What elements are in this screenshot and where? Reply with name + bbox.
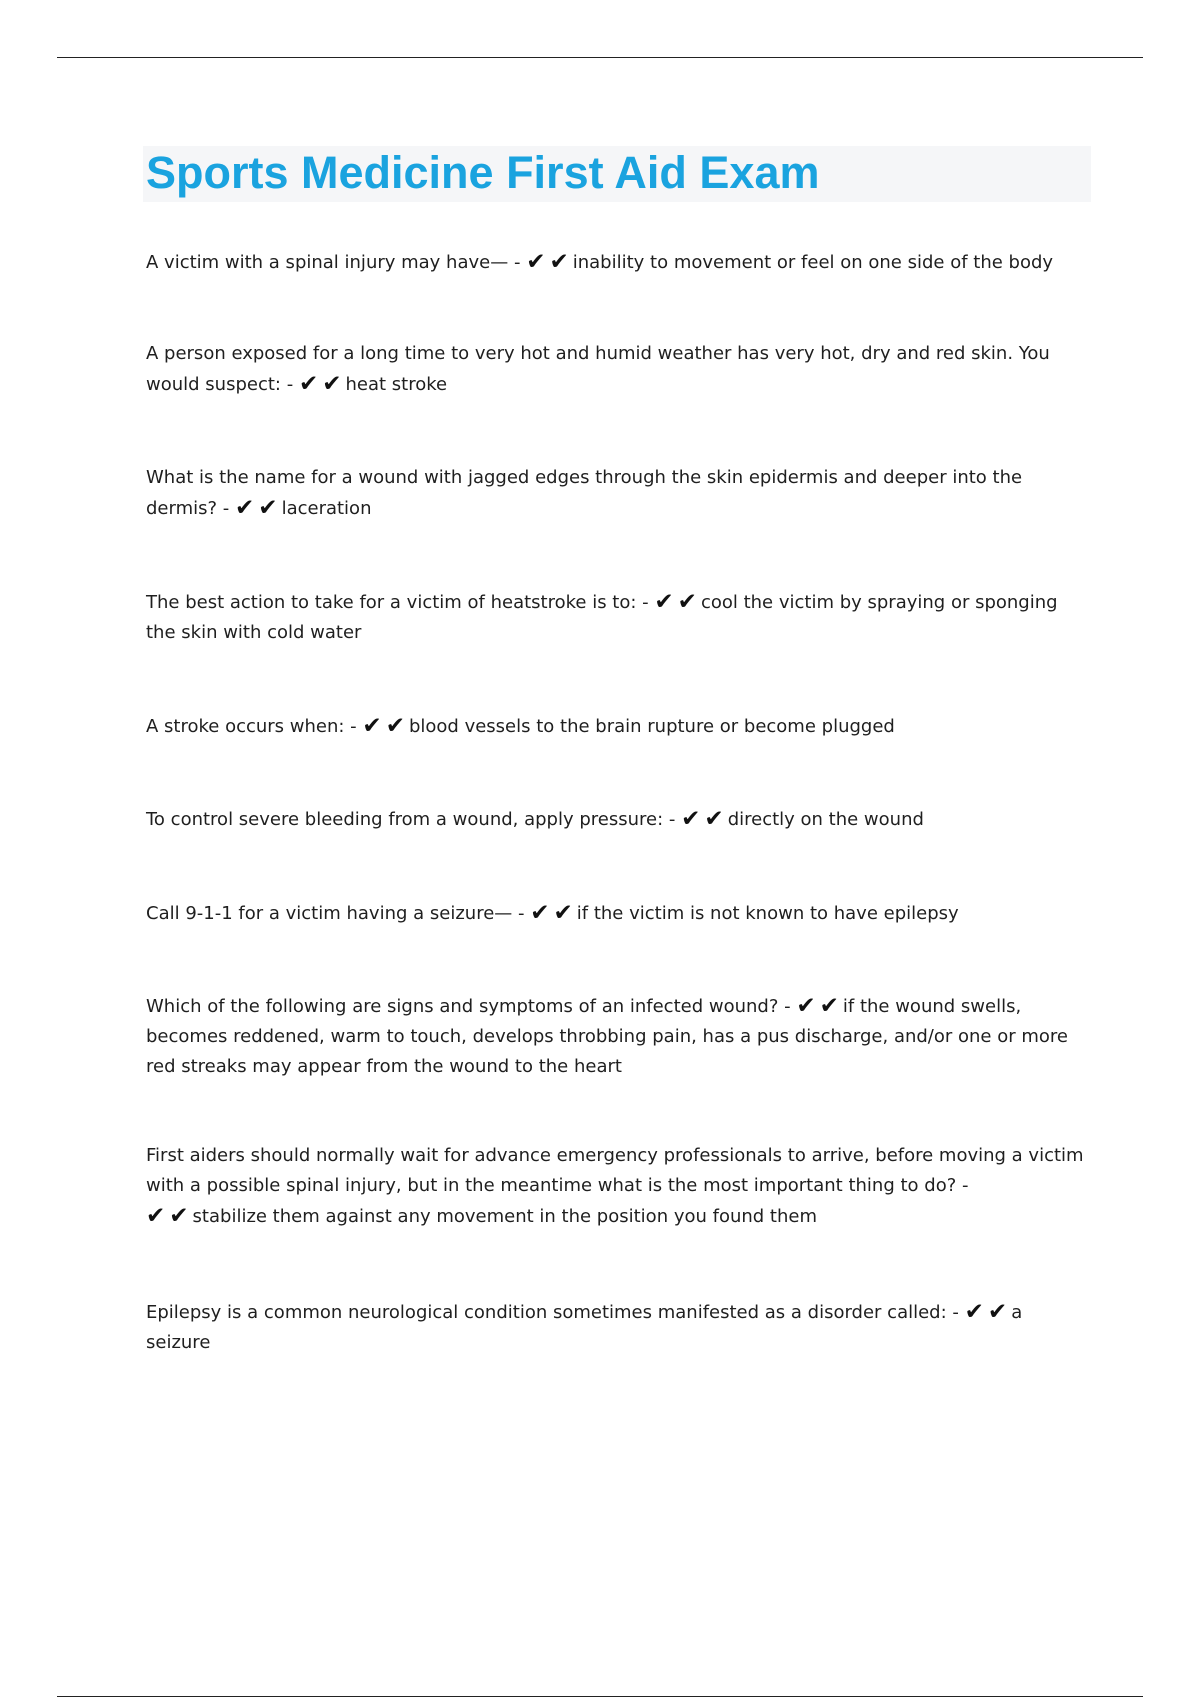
answer-text: stabilize them against any movement in the position you found them bbox=[192, 1206, 818, 1227]
answer-text: laceration bbox=[281, 498, 372, 519]
question-text: The best action to take for a victim of heatstroke is to: - bbox=[146, 592, 649, 613]
check-icon: ✔✔ bbox=[964, 1299, 1012, 1325]
answer-text: if the wound swells, becomes reddened, warm to touch, develops throbbing pain, has a pus discharge, and/or one or more red streaks may appear from the wound to the heart bbox=[146, 996, 1068, 1077]
check-icon: ✔✔ bbox=[362, 713, 409, 739]
check-icon: ✔✔ bbox=[298, 371, 346, 397]
qa-item bbox=[146, 587, 1086, 648]
check-icon: ✔✔ bbox=[530, 900, 577, 926]
answer-text: if the victim is not known to have epilepsy bbox=[576, 903, 959, 924]
question-text: What is the name for a wound with jagged edges through the skin epidermis and deeper into the dermis? - bbox=[146, 467, 1023, 519]
answer-text: heat stroke bbox=[345, 374, 448, 395]
question-text: A victim with a spinal injury may have— - bbox=[146, 252, 521, 273]
qa-item bbox=[146, 991, 1086, 1082]
answer-text: cool the victim by spraying or sponging the skin with cold water bbox=[146, 592, 1058, 643]
question-text: Which of the following are signs and symptoms of an infected wound? - bbox=[146, 996, 791, 1017]
qa-item bbox=[146, 247, 1086, 278]
bottom-rule bbox=[57, 1696, 1143, 1697]
page-title: Sports Medicine First Aid Exam bbox=[146, 147, 820, 198]
question-text: A stroke occurs when: - bbox=[146, 716, 357, 737]
check-icon: ✔✔ bbox=[654, 589, 701, 615]
question-text: A person exposed for a long time to very hot and humid weather has very hot, dry and red skin. You would suspect: - bbox=[146, 343, 1050, 395]
question-text: First aiders should normally wait for advance emergency professionals to arrive, before moving a victim with a possible spinal injury, but in the meantime what is the most important thing to do? - bbox=[146, 1145, 1084, 1196]
qa-item bbox=[146, 711, 1086, 742]
check-icon: ✔✔ bbox=[526, 249, 573, 275]
answer-text: blood vessels to the brain rupture or become plugged bbox=[408, 716, 895, 737]
qa-item bbox=[146, 339, 1086, 400]
qa-item bbox=[146, 898, 1086, 929]
check-icon: ✔✔ bbox=[681, 806, 728, 832]
top-rule bbox=[57, 57, 1143, 58]
qa-item bbox=[146, 1297, 1086, 1358]
question-text: To control severe bleeding from a wound, apply pressure: - bbox=[146, 809, 676, 830]
check-icon: ✔✔ bbox=[235, 495, 282, 521]
check-icon: ✔✔ bbox=[146, 1203, 193, 1229]
question-text: Call 9-1-1 for a victim having a seizure— - bbox=[146, 903, 525, 924]
question-text: Epilepsy is a common neurological condition sometimes manifested as a disorder called: - bbox=[146, 1302, 959, 1323]
qa-item bbox=[146, 463, 1086, 524]
answer-text: a seizure bbox=[146, 1302, 1023, 1353]
check-icon: ✔✔ bbox=[796, 993, 843, 1019]
qa-item bbox=[146, 804, 1086, 835]
answer-text: inability to movement or feel on one side of the body bbox=[572, 252, 1054, 273]
answer-text: directly on the wound bbox=[727, 809, 924, 830]
qa-item bbox=[146, 1141, 1086, 1232]
